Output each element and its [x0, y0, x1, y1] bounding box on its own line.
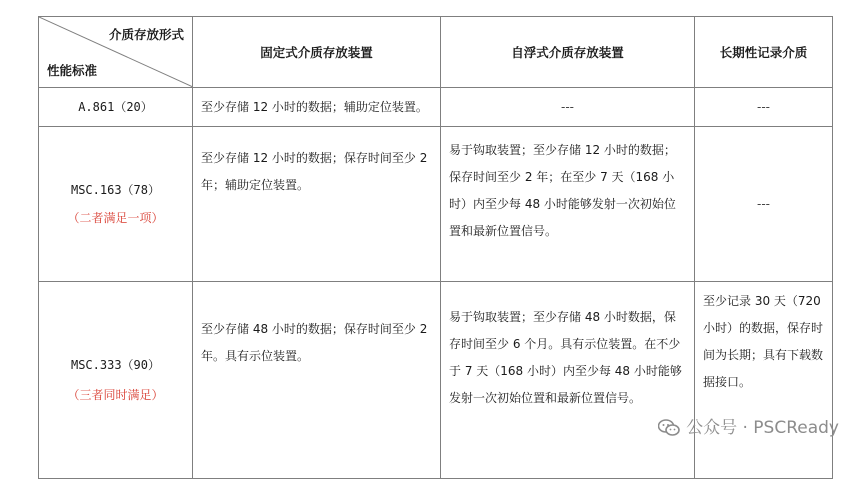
float-cell: 易于钩取装置；至少存储 48 小时数据，保存时间至少 6 个月。具有示位装置。在不少于 7 天（168 小时）内至少每 48 小时能够发射一次初始位置和最新位置信号。 — [441, 282, 695, 479]
standard-cell — [39, 282, 193, 479]
watermark-text: 公众号 · PSCReady — [686, 418, 839, 438]
fixed-cell: 至少存储 48 小时的数据；保存时间至少 2年。具有示位装置。 — [193, 282, 441, 479]
standards-table — [38, 16, 833, 479]
standard-note: （二者满足一项） — [67, 211, 164, 225]
header-float-free-capsule: 自浮式介质存放装置 — [441, 17, 695, 88]
standard-cell — [39, 127, 193, 282]
watermark — [658, 418, 839, 438]
header-storage-form: 介质存放形式 — [108, 27, 184, 42]
long-term-cell: 至少记录 30 天（720 小时）的数据，保存时间为长期；具有下载数据接口。 — [695, 282, 833, 479]
header-long-term-medium: 长期性记录介质 — [695, 17, 833, 88]
float-cell: 易于钩取装置；至少存储 12 小时的数据；保存时间至少 2 年；在至少 7 天（168 小时）内至少每 48 小时能够发射一次初始位置和最新位置信号。 — [441, 127, 695, 282]
wechat-icon — [658, 419, 680, 437]
header-performance-standard: 性能标准 — [47, 63, 98, 78]
header-row — [39, 17, 833, 88]
table-row — [39, 127, 833, 282]
standard-cell — [39, 88, 193, 127]
long-term-cell: --- — [695, 127, 833, 282]
table-row — [39, 282, 833, 479]
long-term-cell: --- — [695, 88, 833, 127]
standard-code: MSC.163（78） — [70, 183, 161, 197]
table-row — [39, 88, 833, 127]
float-cell: --- — [441, 88, 695, 127]
standard-code: A.861（20） — [78, 100, 153, 114]
fixed-cell: 至少存储 12 小时的数据；保存时间至少 2年；辅助定位装置。 — [193, 127, 441, 282]
standard-code: MSC.333（90） — [70, 358, 161, 372]
diagonal-header-cell — [39, 17, 193, 88]
fixed-cell: 至少存储 12 小时的数据；辅助定位装置。 — [193, 88, 441, 127]
header-fixed-capsule: 固定式介质存放装置 — [193, 17, 441, 88]
standard-note: （三者同时满足） — [67, 388, 164, 402]
